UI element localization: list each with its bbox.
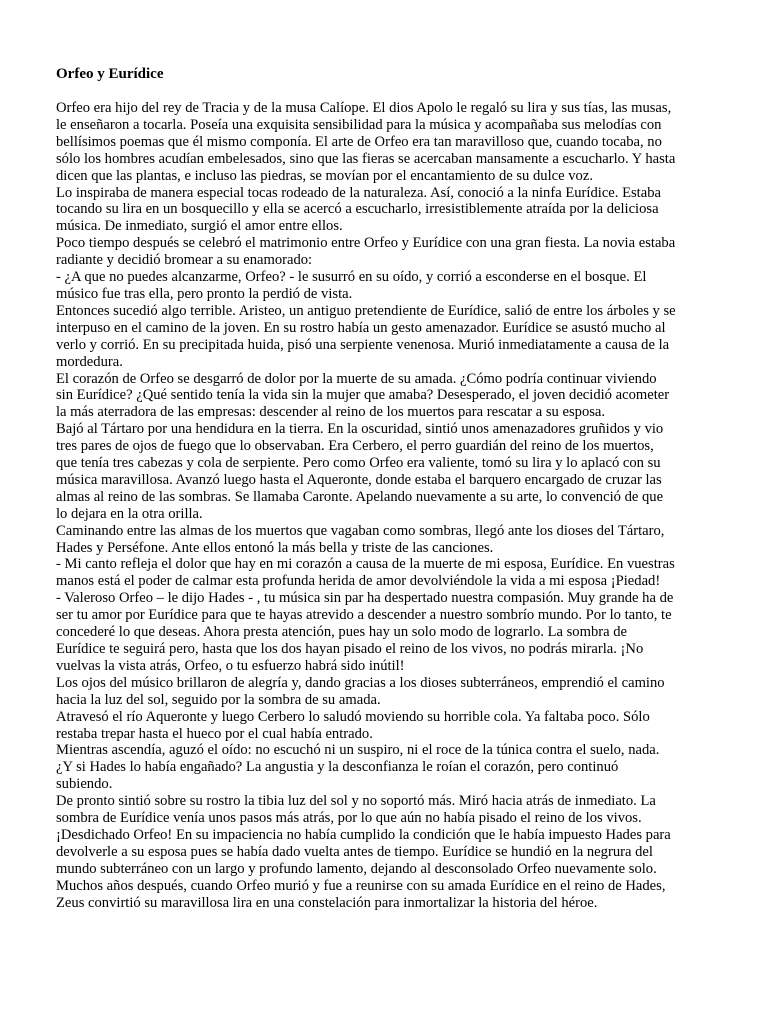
paragraph-line: Atravesó el río Aqueronte y luego Cerbero lo saludó moviendo su horrible cola. Ya faltaba poco. Sólo — [56, 708, 650, 725]
paragraph-line: Zeus convirtió su maravillosa lira en una constelación para inmortalizar la historia del héroe. — [56, 894, 598, 911]
document-body — [56, 100, 714, 912]
paragraph — [56, 523, 714, 557]
paragraph-line: De pronto sintió sobre su rostro la tibia luz del sol y no soportó más. Miró hacia atrás de inmediato. La — [56, 793, 656, 810]
paragraph-line: radiante y decidió bromear a su enamorado: — [56, 252, 313, 269]
paragraph-line: - Valeroso Orfeo – le dijo Hades - , tu música sin par ha despertado nuestra compasión. Muy grande ha de — [56, 590, 674, 607]
paragraph-line: Hades y Perséfone. Ante ellos entonó la más bella y triste de las canciones. — [56, 539, 494, 556]
paragraph-line: música maravillosa. Avanzó luego hasta el Aqueronte, donde estaba el barquero encargado de cruzar las — [56, 471, 662, 488]
paragraph — [56, 235, 714, 269]
paragraph-line: verlo y corrió. En su precipitada huida, pisó una serpiente venenosa. Murió inmediatamente a causa de la — [56, 336, 670, 353]
paragraph-line: mundo subterráneo con un largo y profundo lamento, dejando al desconsolado Orfeo nuevamente solo. — [56, 860, 657, 877]
paragraph — [56, 590, 714, 675]
paragraph-line: ¿Y si Hades lo había engañado? La angustia y la desconfianza le roían el corazón, pero continuó — [56, 759, 619, 776]
paragraph — [56, 556, 714, 590]
paragraph-line: manos está el poder de calmar esta profunda herida de amor devolviéndole la vida a mi esposa ¡Piedad! — [56, 573, 661, 590]
paragraph-line: ser tu amor por Eurídice para que te hayas atrevido a descender a nuestro sombrío mundo. Por lo tanto, te — [56, 607, 672, 624]
paragraph-line: Entonces sucedió algo terrible. Aristeo, un antiguo pretendiente de Eurídice, salió de entre los árboles y se — [56, 302, 676, 319]
paragraph-line: bellísimos poemas que él mismo componía. El arte de Orfeo era tan maravilloso que, cuando tocaba, no — [56, 133, 662, 150]
paragraph-line: que tenía tres cabezas y cola de serpiente. Pero como Orfeo era valiente, tomó su lira y lo aplacó con su — [56, 455, 661, 472]
paragraph-line: - Mi canto refleja el dolor que hay en mi corazón a causa de la muerte de mi esposa, Eurídice. En vuestras — [56, 556, 675, 573]
paragraph-line: ¡Desdichado Orfeo! En su impaciencia no había cumplido la condición que le había impuesto Hades para — [56, 826, 671, 843]
paragraph-line: la más aterradora de las empresas: descender al reino de los muertos para rescatar a su esposa. — [56, 404, 606, 421]
paragraph-line: vuelvas la vista atrás, Orfeo, o tu esfuerzo habrá sido inútil! — [56, 657, 405, 674]
document-title: Orfeo y Eurídice — [56, 66, 164, 82]
paragraph-line: Bajó al Tártaro por una hendidura en la tierra. En la oscuridad, sintió unos amenazadores gruñidos y vio — [56, 421, 664, 438]
paragraph — [56, 185, 714, 236]
paragraph-line: tres pares de ojos de fuego que lo observaban. Era Cerbero, el perro guardián del reino de los muertos, — [56, 438, 654, 455]
paragraph-line: Caminando entre las almas de los muertos que vagaban como sombras, llegó ante los dioses del Tártaro, — [56, 522, 665, 539]
paragraph-line: devolverle a su esposa pues se había dado vuelta antes de tiempo. Eurídice se hundió en la negrura del — [56, 843, 653, 860]
paragraph — [56, 878, 714, 912]
paragraph-line: Mientras ascendía, aguzó el oído: no escuchó ni un suspiro, ni el roce de la túnica contra el suelo, nada. — [56, 742, 660, 759]
paragraph-line: le enseñaron a tocarla. Poseía una exquisita sensibilidad para la música y acompañaba sus melodías con — [56, 116, 662, 133]
paragraph-line: restaba trepar hasta el hueco por el cual había entrado. — [56, 725, 373, 742]
paragraph-line: sombra de Eurídice venía unos pasos más atrás, por lo que aún no había pisado el reino de los vivos. — [56, 810, 642, 827]
paragraph — [56, 793, 714, 878]
paragraph-line: Lo inspiraba de manera especial tocas rodeado de la naturaleza. Así, conoció a la ninfa Eurídice. Estaba — [56, 184, 661, 201]
paragraph — [56, 421, 714, 522]
paragraph-line: El corazón de Orfeo se desgarró de dolor por la muerte de su amada. ¿Cómo podría continuar viviendo — [56, 370, 657, 387]
paragraph-line: interpuso en el camino de la joven. En su rostro había un gesto amenazador. Eurídice se asustó mucho al — [56, 319, 666, 336]
paragraph-line: Eurídice te seguirá pero, hasta que los dos hayan pisado el reino de los vivos, no podrás mirarla. ¡No — [56, 641, 644, 657]
paragraph-line: sin Eurídice? ¿Qué sentido tenía la vida sin la mujer que amaba? Desesperado, el joven decidió acometer — [56, 387, 670, 404]
paragraph-line: Orfeo era hijo del rey de Tracia y de la musa Calíope. El dios Apolo le regaló su lira y sus tías, las musas, — [56, 100, 672, 116]
paragraph — [56, 269, 714, 303]
paragraph — [56, 371, 714, 422]
paragraph-line: subiendo. — [56, 776, 113, 793]
paragraph-line: música. De inmediato, surgió el amor entre ellos. — [56, 218, 343, 235]
paragraph-line: - ¿A que no puedes alcanzarme, Orfeo? - le susurró en su oído, y corrió a esconderse en el bosque. El — [56, 269, 647, 286]
paragraph — [56, 742, 714, 793]
paragraph-line: tocando su lira en un bosquecillo y ella se acercó a escucharlo, irresistiblemente atraída por la deliciosa — [56, 201, 659, 218]
paragraph-line: Muchos años después, cuando Orfeo murió y fue a reunirse con su amada Eurídice en el reino de Hades, — [56, 877, 666, 894]
paragraph-line: Poco tiempo después se celebró el matrimonio entre Orfeo y Eurídice con una gran fiesta. La novia estaba — [56, 235, 676, 252]
paragraph-line: lo dejara en la otra orilla. — [56, 505, 203, 522]
paragraph-line: Los ojos del músico brillaron de alegría y, dando gracias a los dioses subterráneos, emprendió el camino — [56, 674, 665, 691]
paragraph — [56, 675, 714, 709]
paragraph-line: concederé lo que deseas. Ahora presta atención, pues hay un solo modo de lograrlo. La sombra de — [56, 624, 627, 641]
paragraph-line: almas al reino de las sombras. Se llamaba Caronte. Apelando nuevamente a su arte, lo convenció de que — [56, 488, 664, 505]
paragraph — [56, 709, 714, 743]
paragraph-line: mordedura. — [56, 353, 123, 370]
paragraph — [56, 303, 714, 371]
paragraph — [56, 100, 714, 185]
paragraph-line: sólo los hombres acudían embelesados, sino que las fieras se acercaban mansamente a escucharlo. Y hasta — [56, 150, 676, 167]
paragraph-line: músico fue tras ella, pero pronto la perdió de vista. — [56, 285, 353, 302]
paragraph-line: dicen que las plantas, e incluso las piedras, se movían por el encantamiento de su dulce voz. — [56, 167, 593, 184]
paragraph-line: hacia la luz del sol, seguido por la sombra de su amada. — [56, 691, 381, 708]
